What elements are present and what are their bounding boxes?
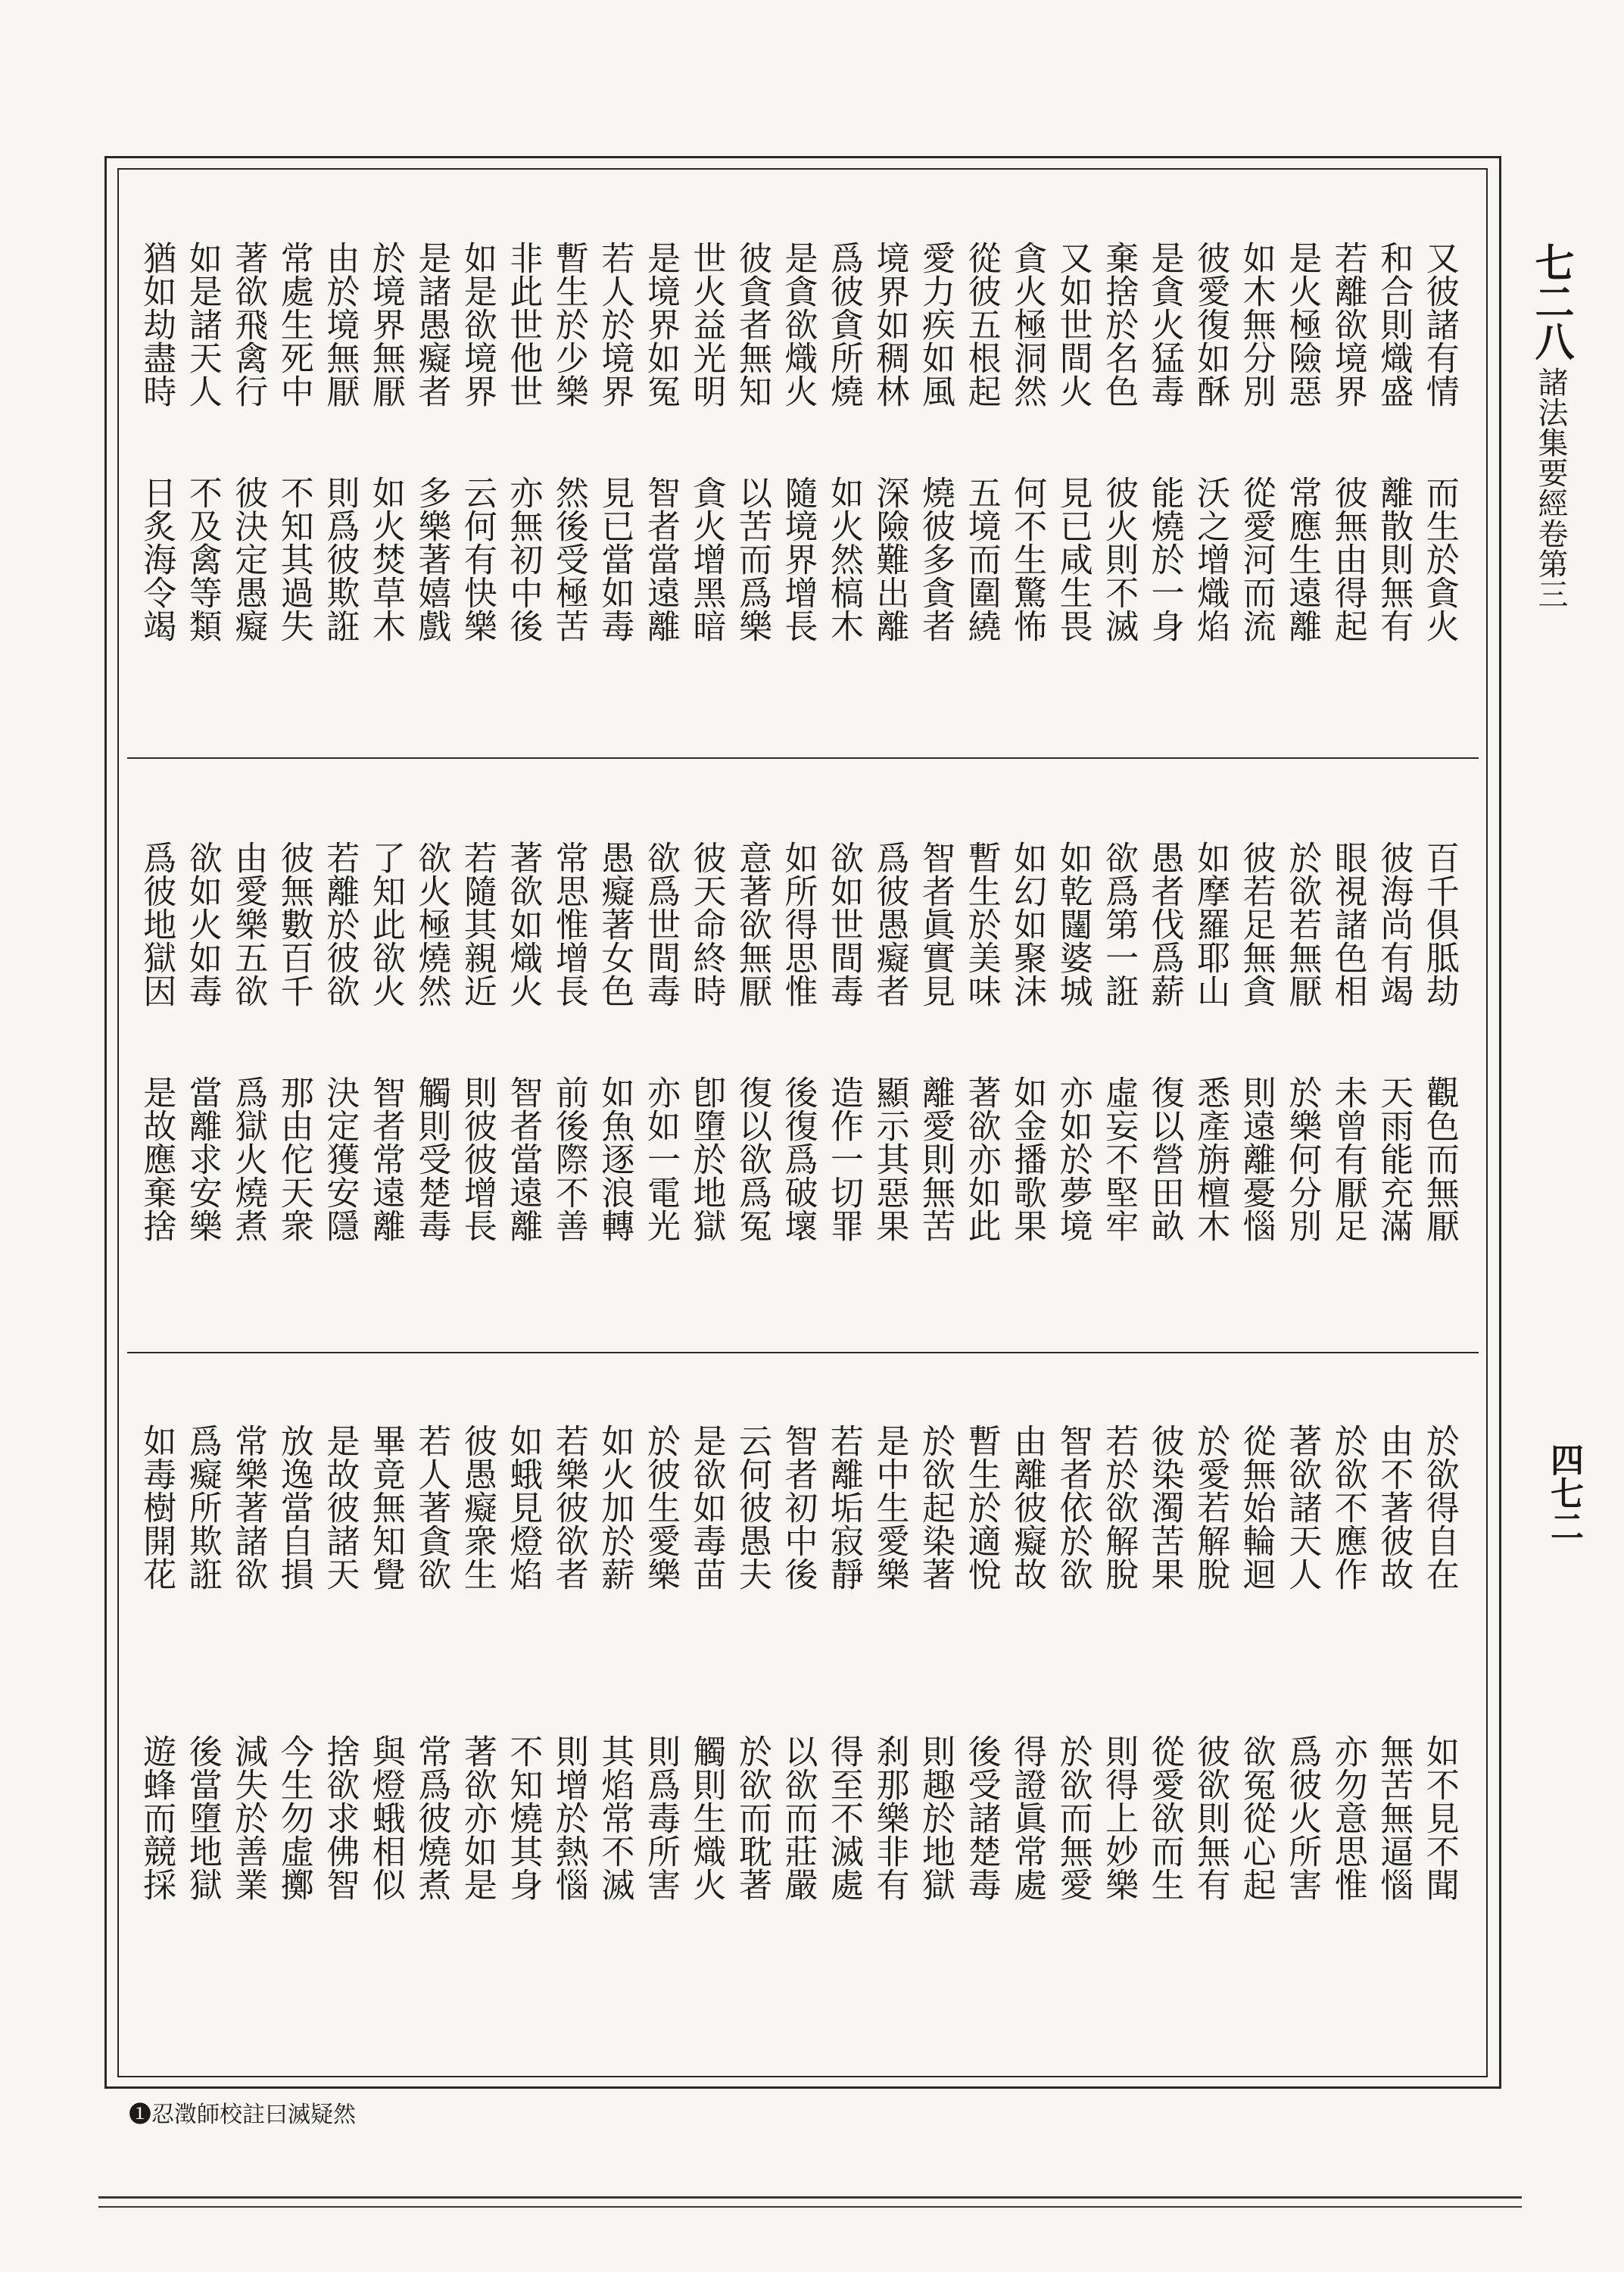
verse-column-upper: 云何彼愚夫: [732, 1424, 771, 1590]
verse-column-upper: 爲癡所欺誑: [182, 1424, 222, 1590]
verse-column-upper: 世火益光明: [687, 241, 726, 407]
verse-column-lower: 減失於善業: [229, 1734, 268, 1901]
verse-section-3: [132, 1424, 1461, 1984]
verse-column-upper: 欲如世間毒: [824, 841, 864, 1007]
verse-column-lower: 欲冤從心起: [1236, 1734, 1276, 1901]
verse-column-upper: 如蛾見燈焰: [503, 1424, 543, 1590]
verse-column-lower: 決定獲安隱: [320, 1075, 360, 1242]
verse-column-upper: 暫生於美味: [962, 841, 1001, 1007]
verse-column-lower: 刹那樂非有: [870, 1734, 909, 1901]
verse-column-upper: 棄捨於名色: [1099, 241, 1139, 407]
sutra-title: 諸法集要經卷第三: [1533, 367, 1568, 609]
verse-column-upper: 眼視諸色相: [1328, 841, 1367, 1007]
verse-column-upper: 如火加於薪: [595, 1424, 634, 1590]
verse-column-upper: 愛力疾如風: [916, 241, 955, 407]
verse-column-lower: 離愛則無苦: [916, 1075, 955, 1242]
verse-column-lower: 亦勿意思惟: [1328, 1734, 1367, 1901]
verse-column-upper: 如毒樹開花: [137, 1424, 176, 1590]
verse-column-upper: 了知此欲火: [366, 841, 405, 1007]
verse-column-lower: 亦如一電光: [641, 1075, 680, 1242]
verse-column-lower: 捨欲求佛智: [320, 1734, 360, 1901]
verse-column-upper: 著欲諸天人: [1283, 1424, 1322, 1590]
verse-column-lower: 卽墮於地獄: [687, 1075, 726, 1242]
verse-column-upper: 放逸當自損: [274, 1424, 313, 1590]
verse-column-upper: 智者眞實見: [916, 841, 955, 1007]
verse-column-upper: 爲彼貪所燒: [824, 241, 864, 407]
verse-column-upper: 愚癡著女色: [595, 841, 634, 1007]
verse-column-lower: 亦無初中後: [503, 476, 543, 642]
verse-column-lower: 那由佗天衆: [274, 1075, 313, 1242]
verse-column-lower: 云何有快樂: [457, 476, 497, 642]
margin-header: [1513, 242, 1588, 609]
verse-column-upper: 智者初中後: [778, 1424, 818, 1590]
verse-column-lower: 得證眞常處: [1008, 1734, 1047, 1901]
verse-column-upper: 是諸愚癡者: [412, 241, 451, 407]
bottom-rule: [98, 2206, 1522, 2208]
verse-column-lower: 從愛欲而生: [1145, 1734, 1184, 1901]
verse-column-upper: 智者依於欲: [1053, 1424, 1093, 1590]
verse-column-lower: 不知燒其身: [503, 1734, 543, 1901]
verse-column-lower: 見已當如毒: [595, 476, 634, 642]
verse-column-upper: 是貪火猛毒: [1145, 241, 1184, 407]
verse-column-upper: 於欲若無厭: [1283, 841, 1322, 1007]
verse-column-upper: 從彼五根起: [962, 241, 1001, 407]
verse-column-lower: 得至不滅處: [824, 1734, 864, 1901]
verse-column-lower: 悉產旃檀木: [1191, 1075, 1230, 1242]
verse-column-lower: 復以欲爲冤: [732, 1075, 771, 1242]
verse-column-upper: 欲爲第一誑: [1099, 841, 1139, 1007]
verse-column-upper: 彼海尚有竭: [1374, 841, 1414, 1007]
verse-column-lower: 不及禽等類: [182, 476, 222, 642]
verse-section-2: [132, 841, 1461, 1287]
verse-column-upper: 暫生於適悅: [962, 1424, 1001, 1590]
verse-column-lower: 虛妄不堅牢: [1099, 1075, 1139, 1242]
verse-column-upper: 從無始輪迴: [1236, 1424, 1276, 1590]
verse-column-lower: 如火然槁木: [824, 476, 864, 642]
section-divider: [127, 1352, 1479, 1353]
verse-column-lower: 五境而圍繞: [962, 476, 1001, 642]
verse-column-upper: 常思惟增長: [549, 841, 588, 1007]
verse-column-lower: 從愛河而流: [1236, 476, 1276, 642]
verse-column-upper: 百千俱胝劫: [1420, 841, 1459, 1007]
verse-column-upper: 如木無分別: [1236, 241, 1276, 407]
verse-column-upper: 如乾闥婆城: [1053, 841, 1093, 1007]
verse-column-upper: 又彼諸有情: [1420, 241, 1459, 407]
verse-column-lower: 貪火增黑暗: [687, 476, 726, 642]
verse-column-lower: 則趣於地獄: [916, 1734, 955, 1901]
verse-column-upper: 由不著彼故: [1374, 1424, 1414, 1590]
verse-column-lower: 則爲彼欺誑: [320, 476, 360, 642]
page-number: 四七二: [1545, 1443, 1583, 1543]
verse-column-upper: 是故彼諸天: [320, 1424, 360, 1590]
verse-column-lower: 常爲彼燒煮: [412, 1734, 451, 1901]
verse-column-upper: 如是諸天人: [182, 241, 222, 407]
verse-column-upper: 非此世他世: [503, 241, 543, 407]
verse-column-upper: 是火極險惡: [1283, 241, 1322, 407]
verse-column-upper: 欲如火如毒: [182, 841, 222, 1007]
bottom-rule: [98, 2196, 1522, 2199]
verse-column-lower: 顯示其惡果: [870, 1075, 909, 1242]
verse-column-lower: 日炙海令竭: [137, 476, 176, 642]
verse-column-lower: 離散則無有: [1374, 476, 1414, 642]
verse-column-upper: 爲彼愚癡者: [870, 841, 909, 1007]
verse-column-lower: 則爲毒所害: [641, 1734, 680, 1901]
verse-column-upper: 彼愛復如酥: [1191, 241, 1230, 407]
verse-column-upper: 是欲如毒苗: [687, 1424, 726, 1590]
verse-column-lower: 以欲而莊嚴: [778, 1734, 818, 1901]
verse-column-upper: 彼天命終時: [687, 841, 726, 1007]
verse-column-lower: 智者常遠離: [366, 1075, 405, 1242]
verse-column-lower: 智者當遠離: [503, 1075, 543, 1242]
verse-column-upper: 貪火極洞然: [1008, 241, 1047, 407]
verse-column-lower: 如魚逐浪轉: [595, 1075, 634, 1242]
verse-section-1: [132, 241, 1461, 680]
verse-column-upper: 彼貪者無知: [732, 241, 771, 407]
verse-column-lower: 當離求安樂: [182, 1075, 222, 1242]
verse-column-lower: 觸則生熾火: [687, 1734, 726, 1901]
verse-column-lower: 其焰常不滅: [595, 1734, 634, 1901]
verse-column-lower: 後復爲破壞: [778, 1075, 818, 1242]
verse-column-lower: 見已咸生畏: [1053, 476, 1093, 642]
verse-column-upper: 是貪欲熾火: [778, 241, 818, 407]
verse-column-upper: 若於欲解脫: [1099, 1424, 1139, 1590]
verse-column-upper: 若離欲境界: [1328, 241, 1367, 407]
verse-column-upper: 由離彼癡故: [1008, 1424, 1047, 1590]
verse-column-lower: 彼火則不滅: [1099, 476, 1139, 642]
verse-column-upper: 若離垢寂靜: [824, 1424, 864, 1590]
verse-column-lower: 與燈蛾相似: [366, 1734, 405, 1901]
verse-column-upper: 欲火極燒然: [412, 841, 451, 1007]
verse-column-lower: 燒彼多貪者: [916, 476, 955, 642]
verse-column-lower: 則得上妙樂: [1099, 1734, 1139, 1901]
verse-column-upper: 常樂著諸欲: [229, 1424, 268, 1590]
verse-column-upper: 畢竟無知覺: [366, 1424, 405, 1590]
verse-column-lower: 今生勿虛擲: [274, 1734, 313, 1901]
verse-column-lower: 而生於貪火: [1420, 476, 1459, 642]
verse-column-upper: 於境界無厭: [366, 241, 405, 407]
verse-column-lower: 爲獄火燒煮: [229, 1075, 268, 1242]
verse-column-lower: 何不生驚怖: [1008, 476, 1047, 642]
verse-column-lower: 著欲亦如是: [457, 1734, 497, 1901]
verse-column-lower: 以苦而爲樂: [732, 476, 771, 642]
verse-column-lower: 於樂何分別: [1283, 1075, 1322, 1242]
verse-column-upper: 若離於彼欲: [320, 841, 360, 1007]
verse-column-lower: 於欲而無愛: [1053, 1734, 1093, 1901]
verse-column-lower: 爲彼火所害: [1283, 1734, 1322, 1901]
verse-column-upper: 於欲起染著: [916, 1424, 955, 1590]
verse-column-upper: 彼愚癡衆生: [457, 1424, 497, 1590]
verse-column-upper: 猶如劫盡時: [137, 241, 176, 407]
verse-column-lower: 無苦無逼惱: [1374, 1734, 1414, 1901]
verse-column-upper: 暫生於少樂: [549, 241, 588, 407]
verse-column-upper: 由愛樂五欲: [229, 841, 268, 1007]
verse-column-upper: 彼無數百千: [274, 841, 313, 1007]
verse-column-lower: 不知其過失: [274, 476, 313, 642]
verse-column-upper: 如摩羅耶山: [1191, 841, 1230, 1007]
verse-column-upper: 彼若足無貪: [1236, 841, 1276, 1007]
verse-column-lower: 後當墮地獄: [182, 1734, 222, 1901]
verse-column-upper: 著欲飛禽行: [229, 241, 268, 407]
verse-column-upper: 若人於境界: [595, 241, 634, 407]
verse-column-upper: 愚者伐爲薪: [1145, 841, 1184, 1007]
verse-column-lower: 天雨能充滿: [1374, 1075, 1414, 1242]
verse-column-lower: 遊蜂而競採: [137, 1734, 176, 1901]
verse-column-lower: 於欲而耽著: [732, 1734, 771, 1901]
verse-column-lower: 多樂著嬉戲: [412, 476, 451, 642]
verse-column-upper: 由於境無厭: [320, 241, 360, 407]
verse-column-upper: 如幻如聚沫: [1008, 841, 1047, 1007]
verse-column-lower: 觸則受楚毒: [412, 1075, 451, 1242]
verse-column-lower: 亦如於夢境: [1053, 1075, 1093, 1242]
verse-column-upper: 於彼生愛樂: [641, 1424, 680, 1590]
section-divider: [127, 757, 1479, 759]
verse-column-lower: 後受諸楚毒: [962, 1734, 1001, 1901]
verse-column-upper: 境界如稠林: [870, 241, 909, 407]
verse-column-upper: 又如世間火: [1053, 241, 1093, 407]
verse-column-lower: 然後受極苦: [549, 476, 588, 642]
verse-column-lower: 能燒於一身: [1145, 476, 1184, 642]
volume-number: 七二八: [1528, 242, 1574, 360]
footnote: ❶忍澂師校註曰滅疑然: [129, 2102, 356, 2128]
verse-column-upper: 和合則熾盛: [1374, 241, 1414, 407]
verse-column-lower: 智者當遠離: [641, 476, 680, 642]
verse-column-lower: 沃之增熾焰: [1191, 476, 1230, 642]
verse-column-upper: 於欲得自在: [1420, 1424, 1459, 1590]
verse-column-upper: 欲爲世間毒: [641, 841, 680, 1007]
verse-column-upper: 彼染濁苦果: [1145, 1424, 1184, 1590]
verse-column-upper: 如是欲境界: [457, 241, 497, 407]
verse-column-lower: 深險難出離: [870, 476, 909, 642]
verse-column-lower: 如金播歌果: [1008, 1075, 1047, 1242]
verse-column-upper: 常處生死中: [274, 241, 313, 407]
verse-column-upper: 於愛若解脫: [1191, 1424, 1230, 1590]
verse-column-upper: 是境界如冤: [641, 241, 680, 407]
verse-column-lower: 隨境界增長: [778, 476, 818, 642]
verse-column-upper: 若樂彼欲者: [549, 1424, 588, 1590]
verse-column-lower: 未曾有厭足: [1328, 1075, 1367, 1242]
verse-column-upper: 著欲如熾火: [503, 841, 543, 1007]
verse-column-lower: 前後際不善: [549, 1075, 588, 1242]
verse-column-lower: 觀色而無厭: [1420, 1075, 1459, 1242]
verse-column-upper: 意著欲無厭: [732, 841, 771, 1007]
verse-column-upper: 若隨其親近: [457, 841, 497, 1007]
verse-column-lower: 彼無由得起: [1328, 476, 1367, 642]
verse-column-upper: 爲彼地獄因: [137, 841, 176, 1007]
verse-column-lower: 彼決定愚癡: [229, 476, 268, 642]
verse-column-lower: 常應生遠離: [1283, 476, 1322, 642]
verse-column-lower: 則增於熱惱: [549, 1734, 588, 1901]
verse-column-upper: 是中生愛樂: [870, 1424, 909, 1590]
verse-column-lower: 造作一切罪: [824, 1075, 864, 1242]
verse-column-lower: 復以營田畝: [1145, 1075, 1184, 1242]
verse-column-lower: 是故應棄捨: [137, 1075, 176, 1242]
verse-column-lower: 如火焚草木: [366, 476, 405, 642]
verse-column-upper: 於欲不應作: [1328, 1424, 1367, 1590]
verse-column-lower: 如不見不聞: [1420, 1734, 1459, 1901]
verse-column-upper: 若人著貪欲: [412, 1424, 451, 1590]
verse-column-lower: 著欲亦如此: [962, 1075, 1001, 1242]
verse-column-lower: 則遠離憂惱: [1236, 1075, 1276, 1242]
verse-column-lower: 彼欲則無有: [1191, 1734, 1230, 1901]
verse-column-upper: 如所得思惟: [778, 841, 818, 1007]
verse-column-lower: 則彼彼增長: [457, 1075, 497, 1242]
